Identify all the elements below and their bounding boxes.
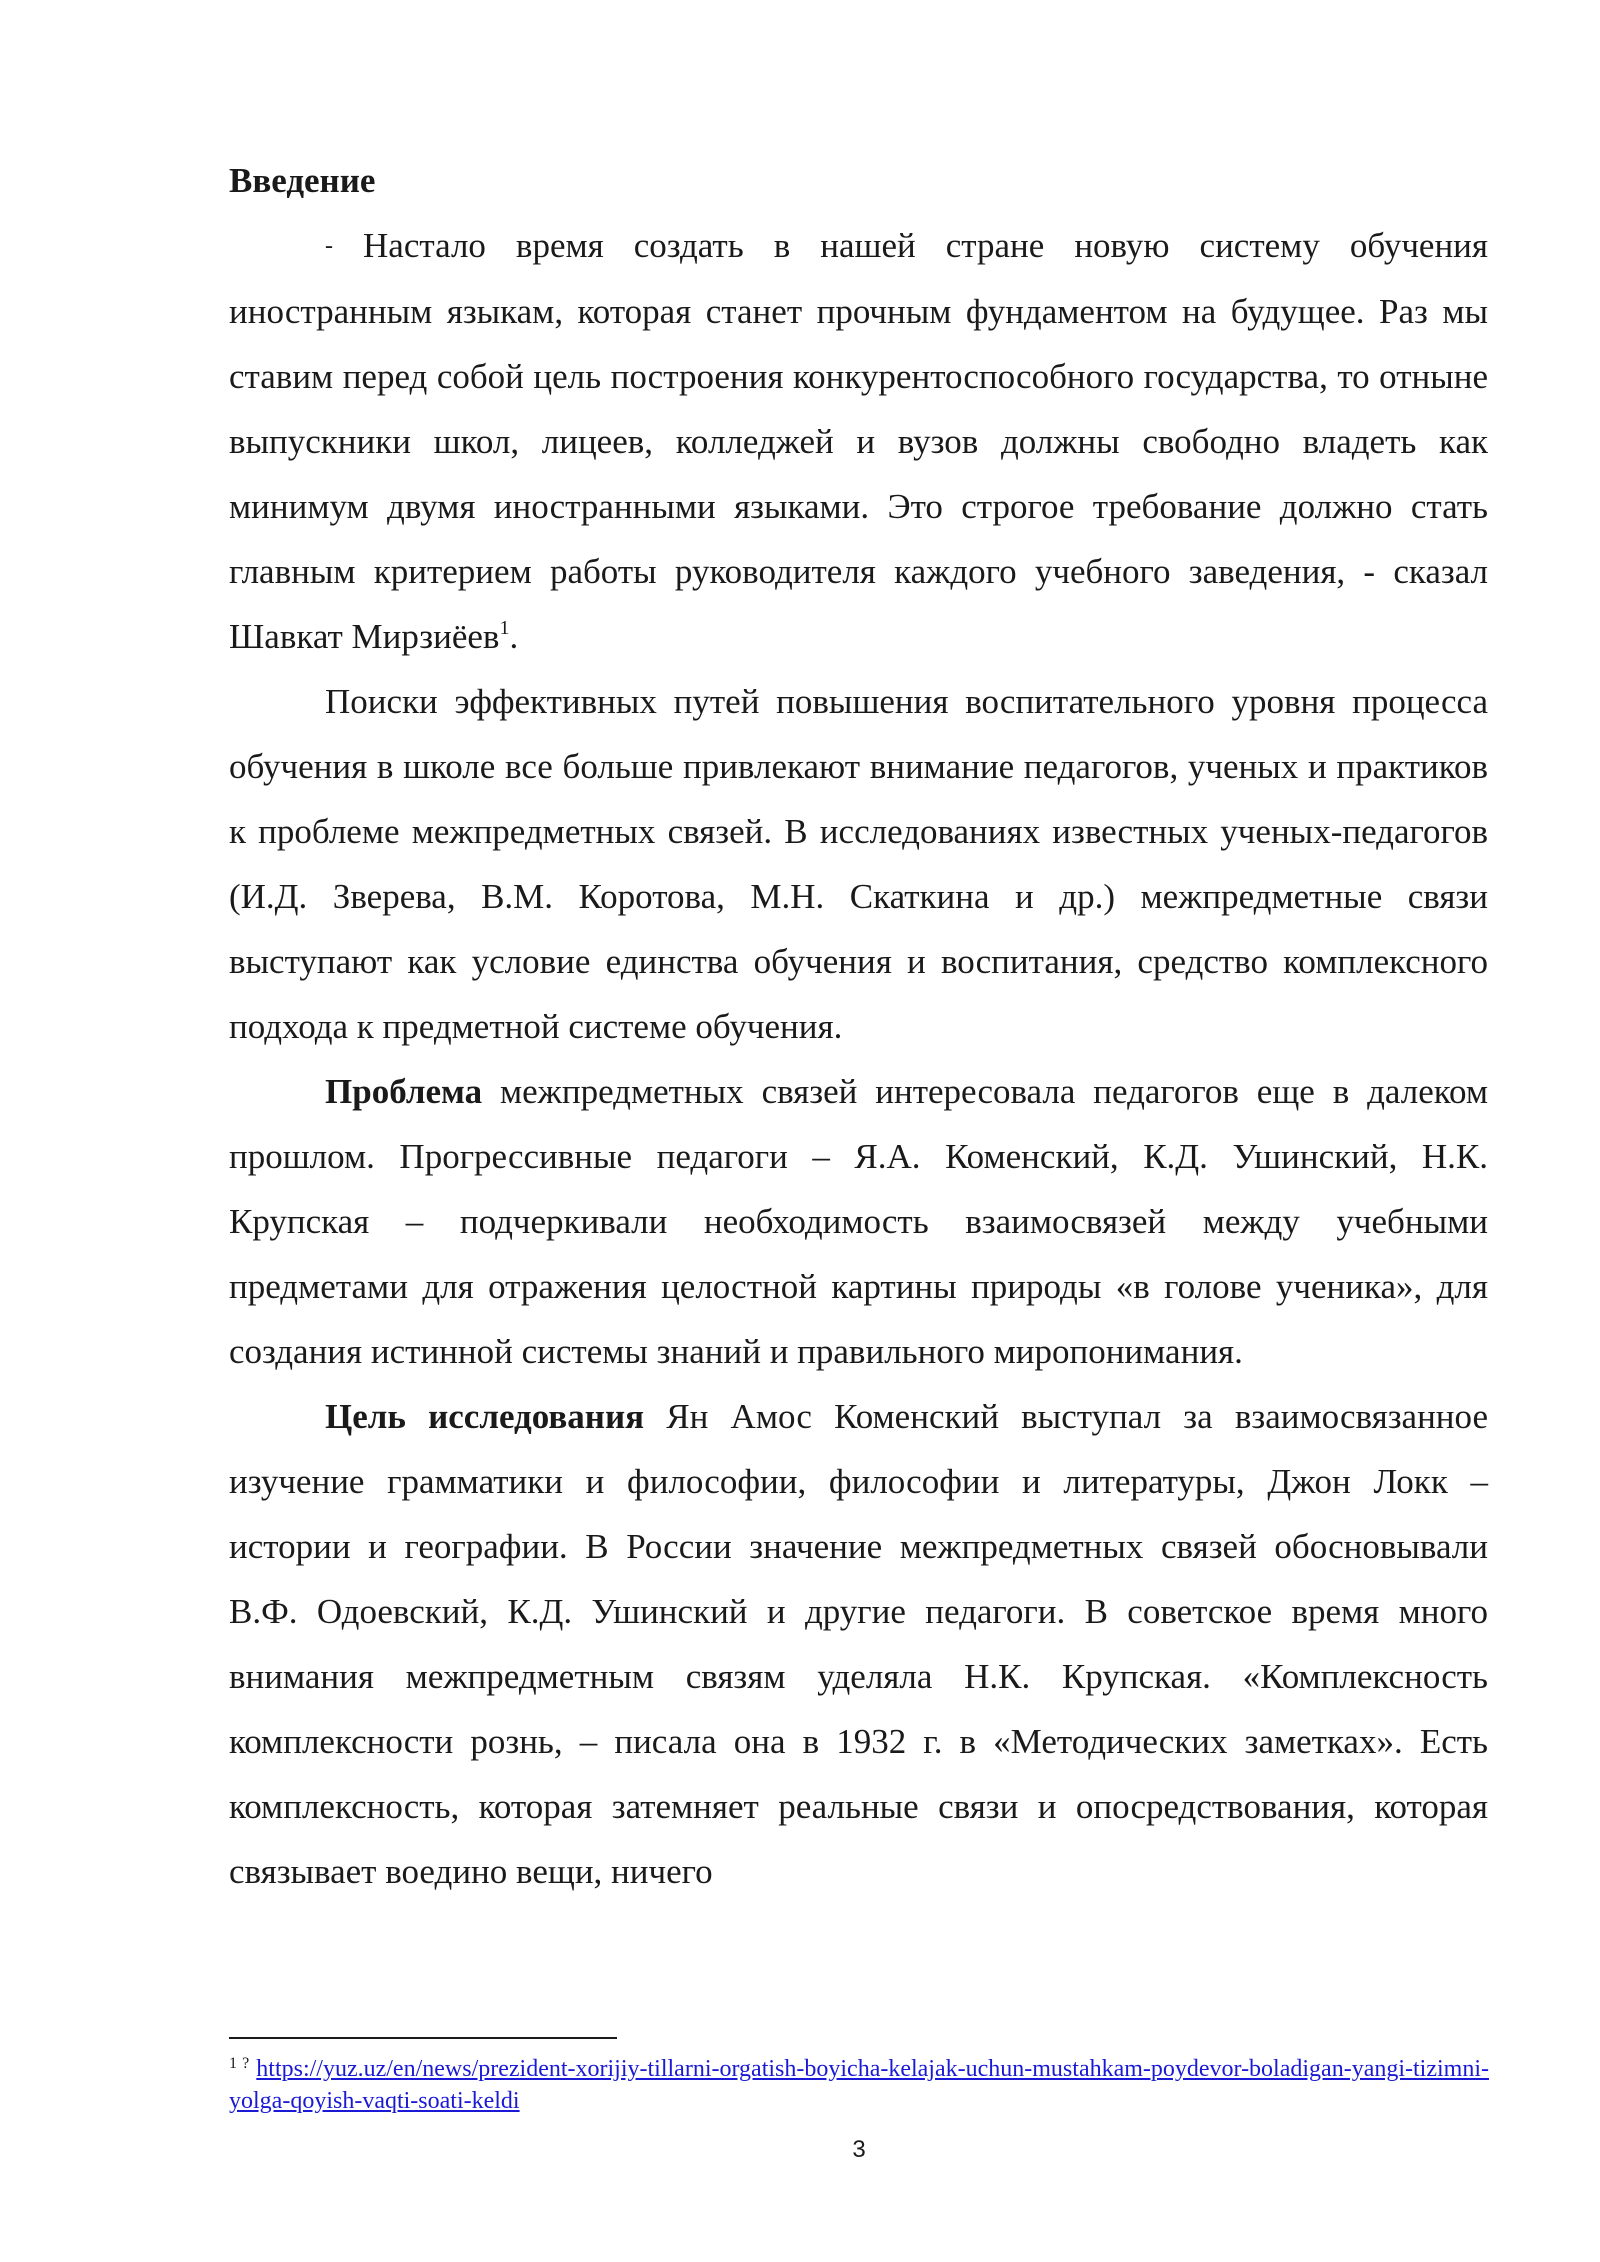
paragraph-end: . xyxy=(509,617,519,656)
paragraph-text: Поиски эффективных путей повышения воспитательного уровня процесса обучения в школе все больше привлекают внимание педагогов, ученых и практиков к проблеме межпредметных связей. В исследованиях известных ученых-педагогов (И.Д. Зверева, В.М. Коротова, М.Н. Скаткина и др.) межпредметные связи выступают как условие единства обучения и воспитания, средство комплексного подхода к предметной системе обучения. xyxy=(229,682,1488,1046)
paragraph-text: Ян Амос Коменский выступал за взаимосвязанное изучение грамматики и философии, философии и литературы, Джон Локк – истории и географии. В России значение межпредметных связей обосновывали В.Ф. Одоевский, К.Д. Ушинский и другие педагоги. В советское время много внимания межпредметным связям уделяла Н.К. Крупская. «Комплексность комплексности рознь, – писала она в 1932 г. в «Методических заметках». Есть комплексность, которая затемняет реальные связи и опосредствования, которая связывает воедино вещи, ничего xyxy=(229,1397,1488,1891)
footnote-separator xyxy=(229,2037,617,2039)
paragraph-text: Настало время создать в нашей стране новую систему обучения иностранным языкам, которая станет прочным фундаментом на будущее. Раз мы ставим перед собой цель построения конкурентоспособного государства, то отныне выпускники школ, лицеев, колледжей и вузов должны свободно владеть как минимум двумя иностранными языками. Это строгое требование должно стать главным критерием работы руководителя каждого учебного заведения, - сказал Шавкат Мирзиёев xyxy=(229,226,1489,656)
footnote-link[interactable]: https://yuz.uz/en/news/prezident-xorijiy-tillarni-orgatish-boyicha-kelajak-uchun-mustahkam-poydevor-boladigan-yangi-tizimni-yolga-qoyish-vaqti-soati-keldi xyxy=(229,2056,1489,2114)
intro-paragraph xyxy=(229,669,1488,1059)
goal-paragraph xyxy=(229,1384,1488,1904)
footnote xyxy=(229,2048,1489,2117)
footnote-marks: 1 ? xyxy=(229,2055,250,2072)
footnote-reference[interactable]: 1 xyxy=(499,617,510,639)
lead-dash: - xyxy=(325,233,333,259)
problem-paragraph xyxy=(229,1059,1488,1384)
paragraph-text: межпредметных связей интересовала педагогов еще в далеком прошлом. Прогрессивные педагоги – Я.А. Коменский, К.Д. Ушинский, Н.К. Крупская – подчеркивали необходимость взаимосвязей между учебными предметами для отражения целостной картины природы «в голове ученика», для создания истинной системы знаний и правильного миропонимания. xyxy=(229,1072,1488,1371)
bold-term: Цель исследования xyxy=(325,1397,645,1436)
quote-paragraph xyxy=(229,213,1488,669)
page-body xyxy=(229,148,1488,1904)
section-heading: Введение xyxy=(229,161,376,200)
page-number: 3 xyxy=(852,2136,866,2163)
bold-term: Проблема xyxy=(325,1072,483,1111)
